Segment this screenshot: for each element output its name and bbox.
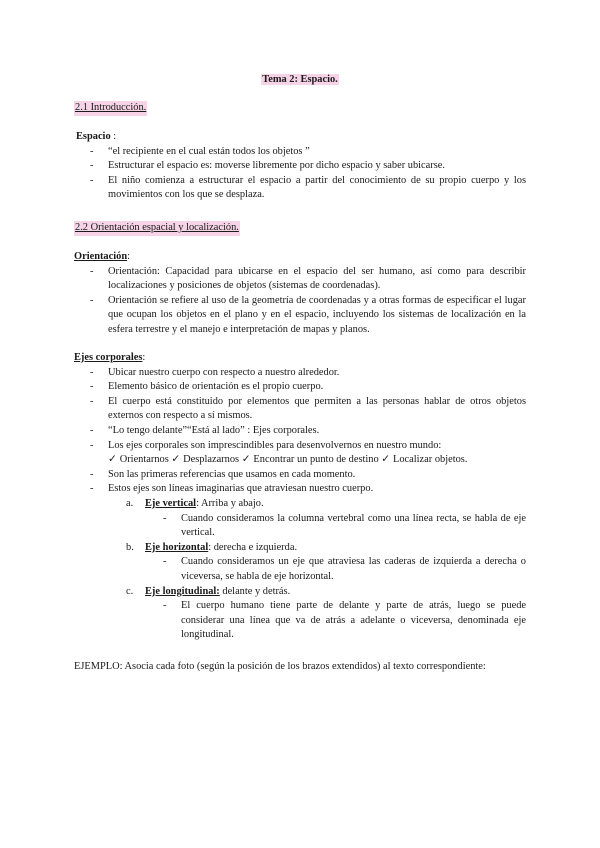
axis-detail: - Cuando consideramos la columna vertebral como una línea recta, se habla de eje vertical. [161, 512, 526, 541]
ejes-list [74, 366, 526, 497]
list-item: - Orientación se refiere al uso de la geometría de coordenadas y a otras formas de especificar el lugar que ocupan los objetos en el plano y en el espacio, incluyendo los sistemas de localización en la esfera terrestre y el manejo e interpretación de mapas y planos. [74, 294, 526, 338]
check-list: ✓ Orientarnos ✓ Desplazarnos ✓ Encontrar un punto de destino ✓ Localizar objetos. [108, 454, 468, 466]
section-heading-orientacion: 2.2 Orientación espacial y localización. [74, 221, 240, 236]
espacio-term-line: Espacio : [76, 131, 117, 142]
list-item: - El niño comienza a estructurar el espacio a partir del conocimiento de su propio cuerpo y los movimientos con los que se desplaza. [74, 174, 526, 203]
espacio-list [74, 145, 526, 203]
axis-name: Eje longitudinal: [145, 585, 220, 597]
axis-item-horizontal: b. Eje horizontal: derecha e izquierda. - Cuando consideramos un eje que atraviesa las caderas de izquierda a derecha o viceversa, se habla de eje horizontal. [126, 541, 526, 585]
axis-marker: b. [126, 541, 134, 553]
list-item: - “Lo tengo delante”“Está al lado” : Ejes corporales. [74, 424, 526, 439]
list-item: - Estructurar el espacio es: moverse libremente por dicho espacio y saber ubicarse. [74, 159, 526, 174]
list-item: - Ubicar nuestro cuerpo con respecto a nuestro alrededor. [74, 366, 526, 381]
axis-name: Eje horizontal [145, 541, 209, 553]
axes-list [74, 497, 526, 643]
list-item: - El cuerpo está constituido por elementos que permiten a las personas hablar de otros objetos externos con respecto a sí mismos. [74, 395, 526, 424]
axis-item-vertical: a. Eje vertical: Arriba y abajo. - Cuando consideramos la columna vertebral como una línea recta, se habla de eje vertical. [126, 497, 526, 541]
list-item: - Estos ejes son líneas imaginarias que atraviesan nuestro cuerpo. [74, 482, 526, 497]
axis-marker: a. [126, 497, 134, 509]
list-item: - Son las primeras referencias que usamos en cada momento. [74, 468, 526, 483]
section-ejes-corporales [74, 351, 526, 643]
check-icon: ✓ [241, 454, 251, 466]
section-introduccion [74, 130, 526, 203]
axis-item-longitudinal: c. Eje longitudinal: delante y detrás. - El cuerpo humano tiene parte de delante y parte de atrás, luego se puede considerar una línea que va de atrás a adelante o viceversa, denominada eje longitudinal. [126, 585, 526, 643]
ejes-term-line: Ejes corporales: [74, 352, 146, 363]
espacio-term: Espacio [76, 131, 111, 142]
orientacion-term-line: Orientación: [74, 251, 130, 262]
list-item: - Los ejes corporales son imprescindibles para desenvolvernos en nuestro mundo: ✓ Orientarnos ✓ Desplazarnos ✓ Encontrar un punto de destino ✓ Localizar objetos. [74, 439, 526, 468]
section-heading-introduccion: 2.1 Introducción. [74, 101, 147, 116]
axis-marker: c. [126, 585, 134, 597]
example-instruction: EJEMPLO: Asocia cada foto (según la posición de los brazos extendidos) al texto correspondiente: [74, 661, 486, 672]
check-icon: ✓ [381, 454, 390, 466]
check-icon: ✓ [171, 454, 181, 466]
list-item: - Orientación: Capacidad para ubicarse en el espacio del ser humano, así como para describir localizaciones y posiciones de objetos (sistemas de coordenadas). [74, 265, 526, 294]
list-item: - “el recipiente en el cual están todos los objetos ” [74, 145, 526, 160]
check-icon: ✓ [108, 454, 117, 466]
axis-detail: - El cuerpo humano tiene parte de delante y parte de atrás, luego se puede considerar una línea que va de atrás a adelante o viceversa, denominada eje longitudinal. [161, 599, 526, 643]
orientacion-list [74, 265, 526, 338]
ejes-term: Ejes corporales [74, 352, 143, 363]
document-title: Tema 2: Espacio. [262, 74, 338, 85]
axis-name: Eje vertical [145, 497, 197, 509]
orientacion-term: Orientación [74, 251, 128, 262]
list-item: - Elemento básico de orientación es el propio cuerpo. [74, 380, 526, 395]
axis-detail: - Cuando consideramos un eje que atraviesa las caderas de izquierda a derecha o viceversa, se habla de eje horizontal. [161, 555, 526, 584]
section-orientacion [74, 250, 526, 338]
